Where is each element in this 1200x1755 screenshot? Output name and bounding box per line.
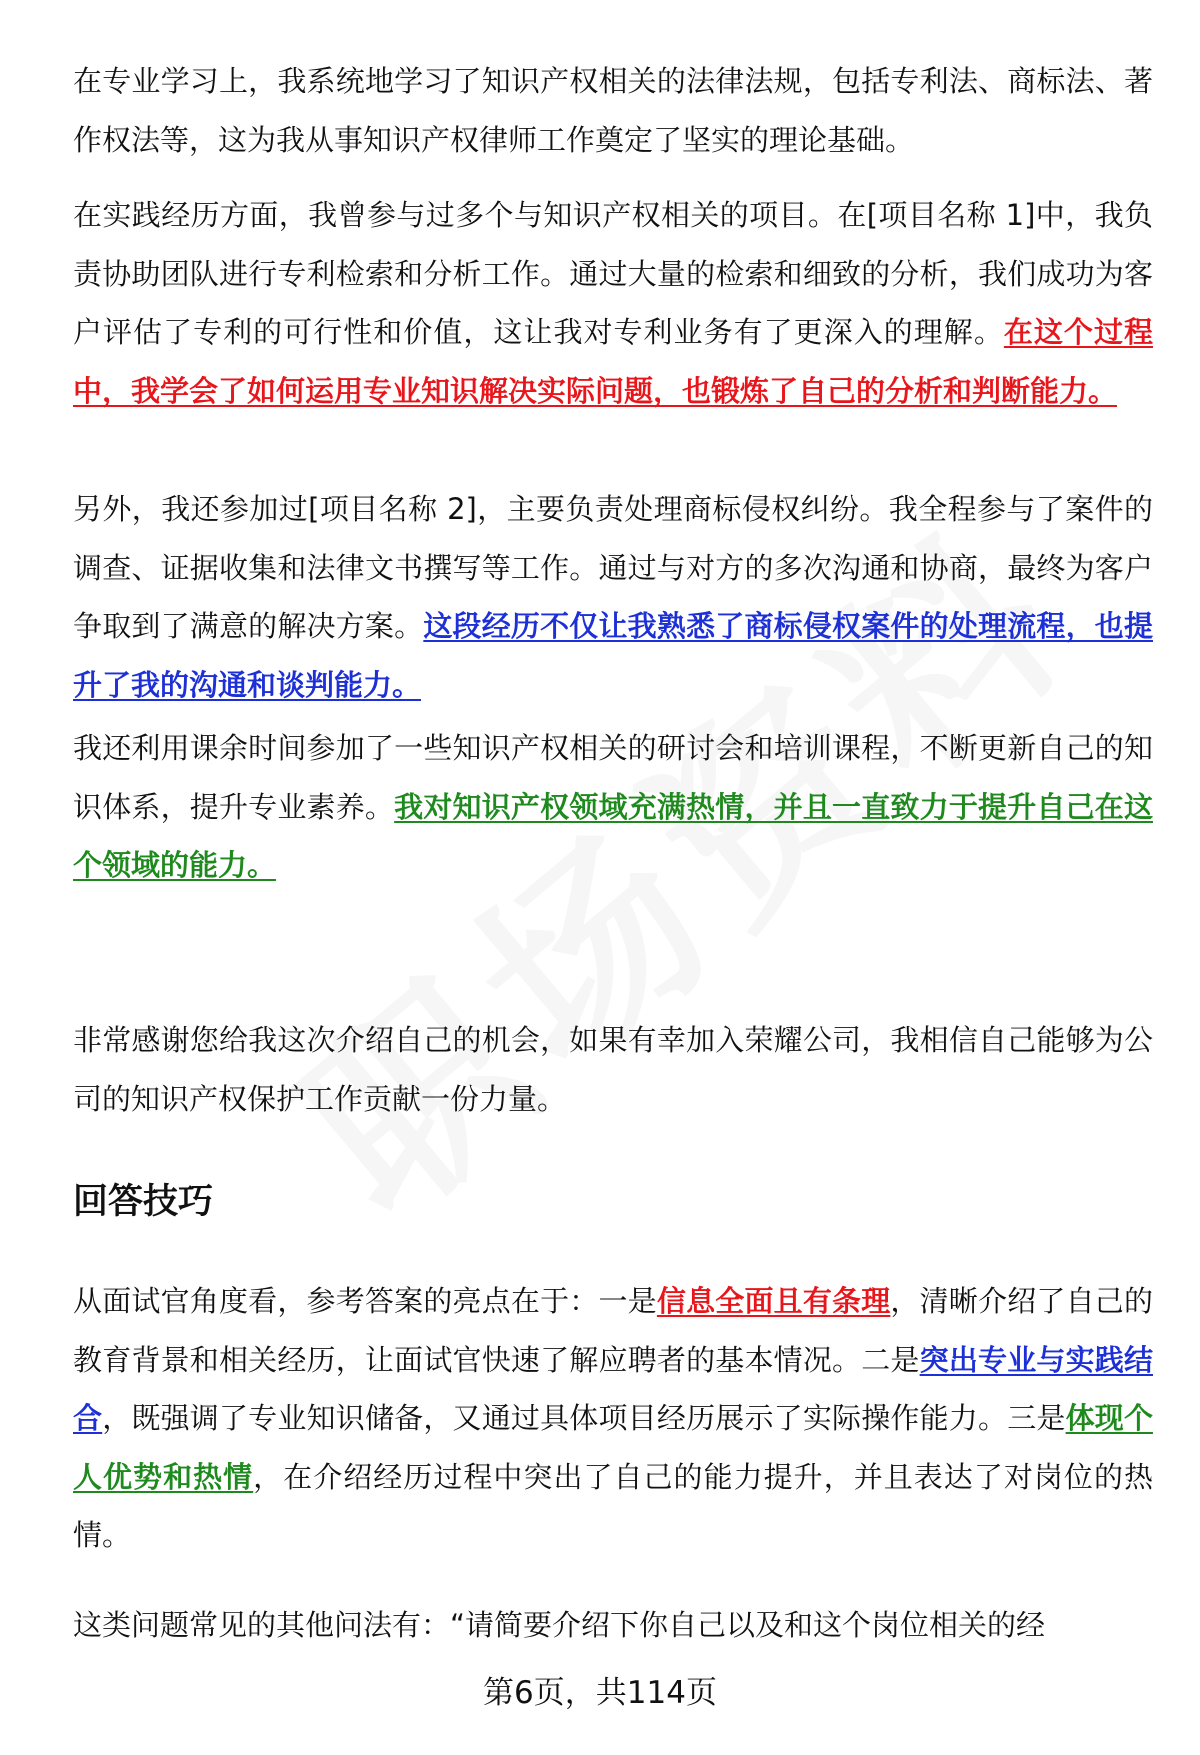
page-number: 第6页，共114页 [483,1675,717,1711]
paragraph-study [73,52,1153,169]
paragraph-seminars [73,719,1153,895]
tips-text-4: ，在介绍经历过程中突出了自己的能力提升，并且表达了对岗位的热情。 [73,1459,1153,1552]
paragraph-text: 这类问题常见的其他问法有：“请简要介绍下你自己以及和这个岗位相关的经 [73,1608,1046,1642]
paragraph-text: 非常感谢您给我这次介绍自己的机会，如果有幸加入荣耀公司，我相信自己能够为公司的知识产权保护工作贡献一份力量。 [73,1023,1153,1116]
paragraph-project-2 [73,480,1153,714]
section-heading: 回答技巧 [73,1182,214,1222]
paragraph-text: 在专业学习上，我系统地学习了知识产权相关的法律法规，包括专利法、商标法、著作权法等，这为我从事知识产权律师工作奠定了坚实的理论基础。 [73,64,1153,157]
paragraph-text: 在实践经历方面，我曾参与过多个与知识产权相关的项目。在[项目名称 1]中，我负责协助团队进行专利检索和分析工作。通过大量的检索和细致的分析，我们成功为客户评估了专利的可行性和价值，这让我对专利业务有了更深入的理解。 [73,198,1153,349]
paragraph-tips [73,1272,1153,1565]
tips-highlight-red: 信息全面且有条理 [656,1284,891,1318]
highlight-green: 我对知识产权领域充满热情，并且一直致力于提升自己在这个领域的能力。 [73,789,1153,882]
tips-text-1: 从面试官角度看，参考答案的亮点在于：一是 [73,1284,657,1318]
highlight-blue: 这段经历不仅让我熟悉了商标侵权案件的处理流程，也提升了我的沟通和谈判能力。 [73,609,1153,702]
tips-highlight-blue: 突出专业与实践结合 [73,1342,1153,1435]
paragraph-text: 我还利用课余时间参加了一些知识产权相关的研讨会和培训课程，不断更新自己的知识体系，提升专业素养。 [73,731,1153,824]
paragraph-thanks [73,1011,1153,1128]
paragraph-text: 另外，我还参加过[项目名称 2]，主要负责处理商标侵权纠纷。我全程参与了案件的调查、证据收集和法律文书撰写等工作。通过与对方的多次沟通和协商，最终为客户争取到了满意的解决方案。 [73,492,1153,643]
tips-text-3: ，既强调了专业知识储备，又通过具体项目经历展示了实际操作能力。三是 [102,1401,1066,1435]
tips-highlight-green: 体现个人优势和热情 [73,1401,1153,1494]
tips-text-2: ，清晰介绍了自己的教育背景和相关经历，让面试官快速了解应聘者的基本情况。二是 [73,1284,1153,1377]
paragraph-other-questions [73,1596,1153,1655]
highlight-red: 在这个过程中，我学会了如何运用专业知识解决实际问题，也锻炼了自己的分析和判断能力。 [73,315,1153,408]
paragraph-practice [73,186,1153,420]
